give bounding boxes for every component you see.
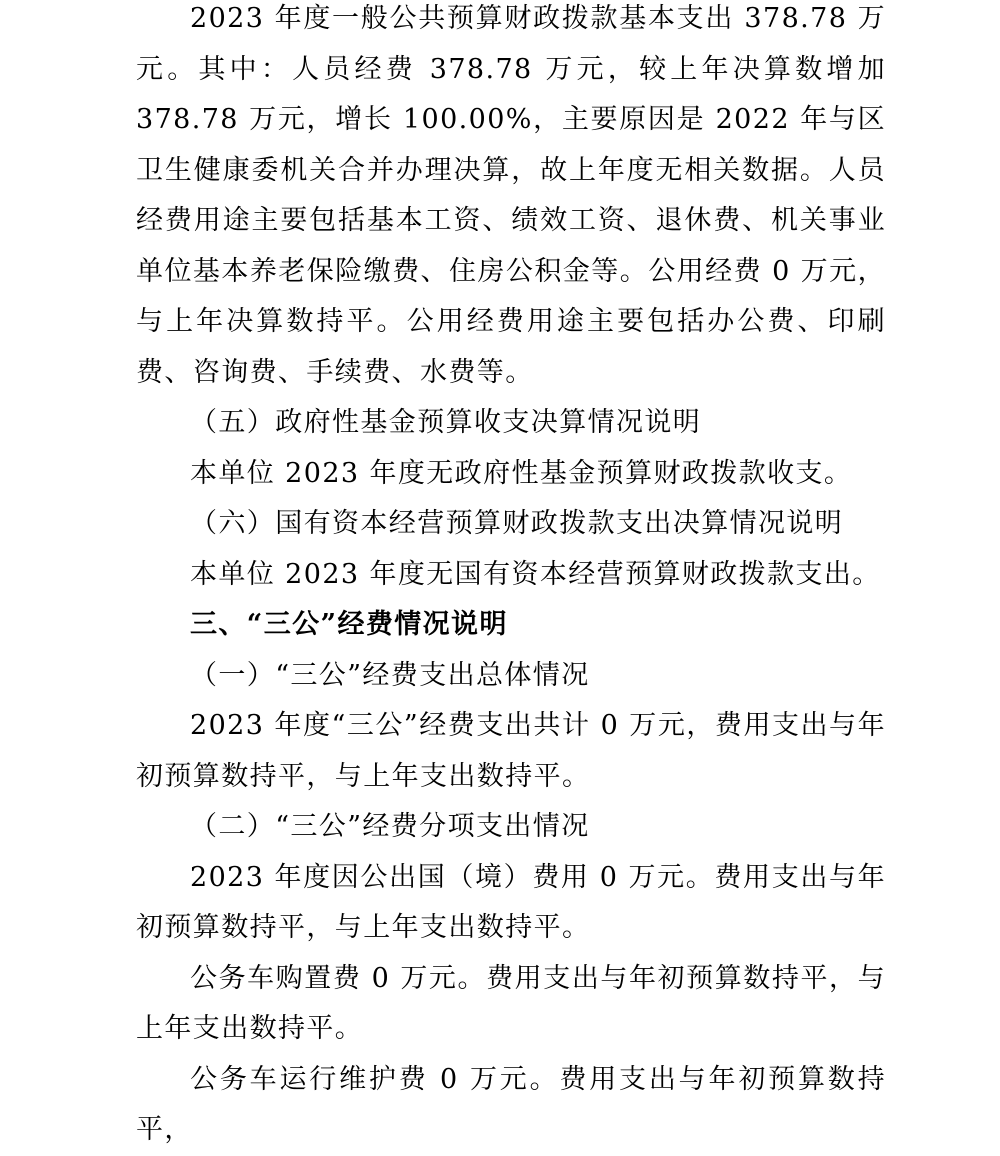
- document-page: [136, 0, 896, 1156]
- paragraph-basic-expenditure: 2023 年度一般公共预算财政拨款基本支出 378.78 万元。其中：人员经费 378.78 万元，较上年决算数增加 378.78 万元，增长 100.00%，主要原因是 2022 年与区卫生健康委机关合并办理决算，故上年度无相关数据。人员经费用途主要包括基本工资、绩效工资、退休费、机关事业单位基本养老保险缴费、住房公积金等。公用经费 0 万元，与上年决算数持平。公用经费用途主要包括办公费、印刷费、咨询费、手续费、水费等。: [136, 3, 896, 388]
- paragraph-vehicle-purchase: 公务车购置费 0 万元。费用支出与年初预算数持平，与上年支出数持平。: [136, 962, 886, 1044]
- heading-government-fund: （五）政府性基金预算收支决算情况说明: [190, 407, 702, 438]
- section-heading-three-public: 三、“三公”经费情况说明: [190, 609, 508, 640]
- paragraph-three-public-overall: 2023 年度“三公”经费支出共计 0 万元，费用支出与年初预算数持平，与上年支出数持平。: [136, 710, 886, 792]
- heading-three-public-items: （二）“三公”经费分项支出情况: [190, 811, 590, 842]
- paragraph-state-capital: 本单位 2023 年度无国有资本经营预算财政拨款支出。: [190, 558, 881, 590]
- paragraph-vehicle-maintenance: 公务车运行维护费 0 万元。费用支出与年初预算数持平，: [136, 1063, 886, 1145]
- heading-three-public-overall: （一）“三公”经费支出总体情况: [190, 659, 590, 691]
- paragraph-overseas-travel: 2023 年度因公出国（境）费用 0 万元。费用支出与年初预算数持平，与上年支出数持平。: [136, 861, 886, 943]
- paragraph-government-fund: 本单位 2023 年度无政府性基金预算财政拨款收支。: [190, 457, 853, 489]
- heading-state-capital: （六）国有资本经营预算财政拨款支出决算情况说明: [190, 508, 844, 539]
